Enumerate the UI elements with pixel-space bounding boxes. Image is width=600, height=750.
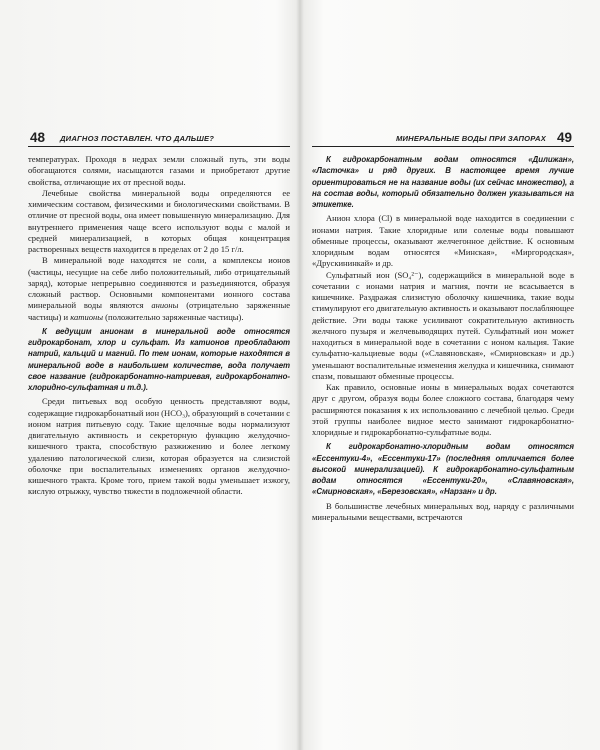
paragraph-text: (отрицательно заряженные частицы) и (28, 300, 290, 322)
highlight-text: К гидрокарбонатным водам относятся «Дилижан», «Ласточка» и ряд других. В настоящее время лучше ориентироваться не на название воды (их сейчас множество), а на состав воды, который обязательно должен указываться на этикетке. (312, 155, 574, 209)
paragraph: Анион хлора (Cl) в минеральной воде находится в соединении с ионами натрия. Такие хлоридные или соленые воды повышают обменные процессы, оказывают желчегонное действие. К основным хлоридным водам относятся «Минская», «Миргородская», «Друскининкай» и др. (312, 213, 574, 269)
paragraph: Сульфатный ион (SO₄²⁻), содержащийся в минеральной воде в сочетании с ионами натрия и магния, почти не всасывается в кишечнике. Раздражая слизистую оболочку кишечника, такие воды стимулируют его двигательную активность и оказывают послабляющее действие. Эти воды также усиливают сократительную активность желчного пузыря и желчевыводящих путей. Сульфатный ион может находиться в минеральной воде в сочетании с ионом кальция. Такие сульфатно-кальциевые воды («Славяновская», «Смирновская» и др.) уменьшают воспалительные изменения желудка и кишечника, снимают спазм, повышают обменные процессы. (312, 269, 574, 381)
term-anions: анионы (151, 300, 179, 311)
highlight-text: К гидрокарбонатно-хлоридным водам относятся «Ессентуки-4», «Ессентуки-17» (последняя отличается более высокой минерализацией). К гидрокарбонатно-сульфатным водам относятся «Ессентуки-20», «Славяновская», «Смирновская», «Березовская», «Нарзан» и др. (312, 442, 574, 497)
right-page (312, 126, 574, 523)
highlight-paragraph (312, 441, 574, 497)
page-number-left: 48 (30, 130, 46, 145)
paragraph: Среди питьевых вод особую ценность представляют воды, содержащие гидрокарбонатный ион (HCO₃), образующий в сочетании с ионом натрия питьевую соду. Такие щелочные воды нормализуют двигательную активность и секреторную функцию желудочно-кишечного тракта, способствую разжижению и более легкому удалению патологической слизи, которая образуется на слизистой оболочке при воспалительных изменениях органов желудочно-кишечного тракта. Кроме того, прием такой воды уменьшает изжогу, кислую отрыжку, чувство тяжести в подложечной области. (28, 396, 290, 497)
paragraph-text: (положительно заряженные частицы). (105, 311, 244, 322)
highlight-paragraph (28, 326, 290, 394)
left-page-body (28, 154, 290, 498)
left-page-header (28, 126, 290, 147)
highlight-text: К ведущим анионам в минеральной воде относятся гидрокарбонат, хлор и сульфат. Из катионов преобладают натрий, кальций и магний. По тем ионам, которые находятся в минеральной воде в наибольшем количестве, вода получает свое название (гидрокарбонатно-натриевая, гидрокарбонатно-хлоридно-сульфатная и т.д.). (28, 326, 290, 392)
paragraph-text: В минеральной воде находятся не соли, а комплексы ионов (частицы, несущие на себе либо положительный, либо отрицательный заряд), которые непрерывно соединяются и разъединяются, образуя сложный раствор. Основными компонентами ионного состава минеральной воды являются (28, 255, 290, 311)
paragraph: Лечебные свойства минеральной воды определяются ее химическим составом, физическими и биологическими свойствами. В отличие от пресной воды, она имеет повышенную минерализацию. Для внутреннего применения чаще всего используют воды с малой и средней минерализацией, в которых общая концентрация растворенных веществ находится в пределах от 2 до 15 г/л. (28, 187, 290, 254)
paragraph: В большинстве лечебных минеральных вод, наряду с различными минеральными веществами, встречаются (312, 500, 574, 522)
right-page-header (312, 126, 574, 147)
page-number-right: 49 (556, 130, 572, 145)
paragraph (28, 255, 290, 323)
term-cations: катионы (70, 311, 104, 322)
right-page-body (312, 154, 574, 523)
book-gutter (296, 0, 304, 750)
paragraph: Как правило, основные ионы в минеральных водах сочетаются друг с другом, образуя воды более сложного состава, благодаря чему расширяются показания к их использованию с лечебной целью. Среди этой группы наиболее видное место занимают гидрокарбонатно-хлоридные и гидрокарбонатно-сульфатные воды. (312, 382, 574, 437)
running-title-left: ДИАГНОЗ ПОСТАВЛЕН. ЧТО ДАЛЬШЕ? (60, 134, 215, 143)
highlight-paragraph (312, 154, 574, 210)
paragraph: температурах. Проходя в недрах земли сложный путь, эти воды обогащаются солями, насыщаются газами и приобретают другие свойства, отличающие их от пресной воды. (28, 154, 290, 187)
running-title-right: МИНЕРАЛЬНЫЕ ВОДЫ ПРИ ЗАПОРАХ (395, 134, 546, 143)
left-page (28, 126, 290, 498)
